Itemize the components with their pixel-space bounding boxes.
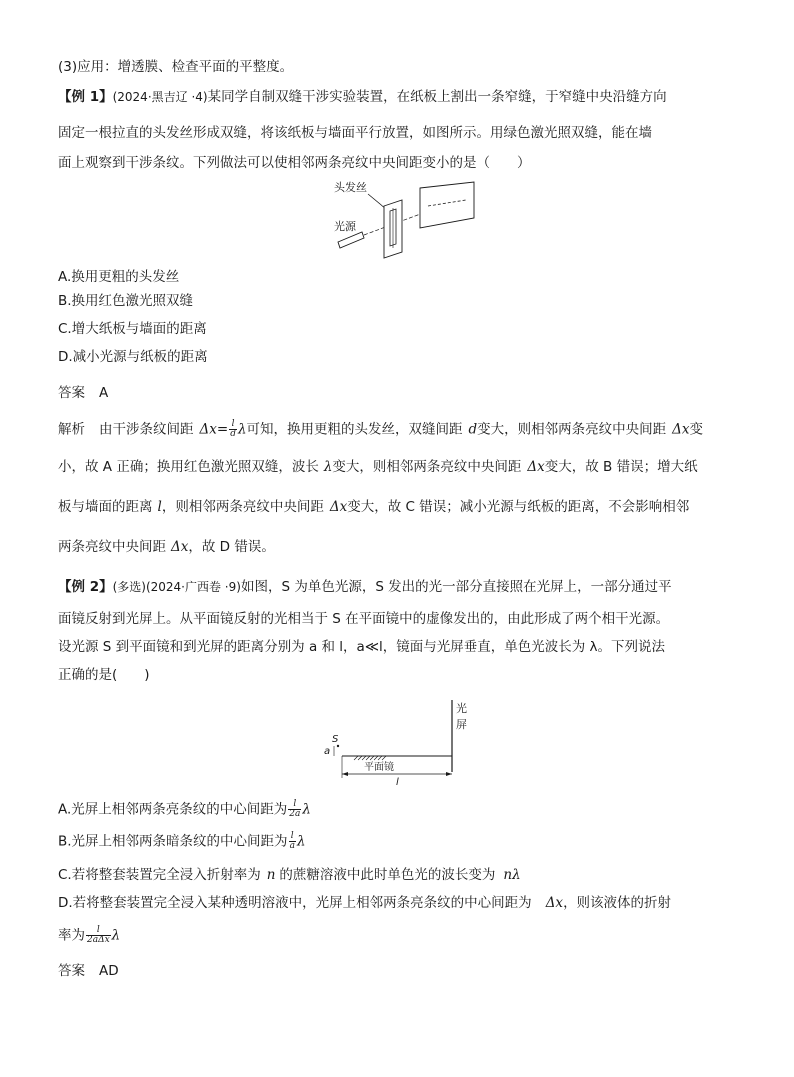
analysis-line-1 — [58, 420, 703, 439]
option-text: ，则该液体的折射 — [563, 895, 672, 911]
var-n-lambda: nλ — [503, 867, 521, 883]
example-2-source: (多选)(2024·广西卷 ·9) — [112, 580, 241, 594]
analysis-text: 小，故 A 正确；换用红色激光照双缝，波长 — [58, 459, 319, 475]
source-S-label: S — [332, 734, 339, 745]
option-2b[interactable] — [58, 832, 306, 851]
example-2-text-1: 如图，S 为单色光源，S 发出的光一部分直接照在光屏上，一部分通过平 — [240, 579, 672, 595]
var-d: d — [468, 421, 478, 438]
option-2a[interactable] — [58, 800, 311, 819]
option-a[interactable]: A.换用更粗的头发丝 — [58, 269, 180, 285]
double-slit-figure — [328, 178, 478, 260]
example-1-text-1: 某同学自制双缝干涉实验装置，在纸板上割出一条窄缝，于窄缝中央沿缝方向 — [207, 89, 667, 105]
analysis-text: 板与墙面的距离 — [58, 499, 153, 515]
var-lambda: λ — [296, 833, 306, 850]
analysis-text: 变大，故 B 错误；增大纸 — [544, 459, 698, 475]
analysis-label: 解析 — [58, 421, 85, 438]
hair-label: 头发丝 — [334, 181, 367, 194]
var-dx: Δx — [672, 421, 690, 438]
intro-text: (3)应用：增透膜、检查平面的平整度。 — [58, 59, 294, 75]
mirror-figure — [318, 696, 478, 788]
example-2-tag: 【例 2】 — [58, 579, 113, 595]
analysis-text: 两条亮纹中央间距 — [58, 539, 166, 555]
analysis-line-3 — [58, 498, 689, 516]
option-text: C.若将整套装置完全浸入折射率为 — [58, 867, 261, 883]
analysis-text: 变大，则相邻两条亮纹中央间距 — [332, 459, 522, 475]
distance-a-label: a — [324, 746, 331, 757]
var-lambda: λ — [323, 459, 333, 475]
light-source-shape — [338, 232, 364, 248]
example-2-line-2: 面镜反射到光屏上。从平面镜反射的光相当于 S 在平面镜中的虚像发出的，由此形成了两个相干光源。 — [58, 611, 670, 627]
analysis-text: 变大，故 C 错误；减小光源与纸板的距离，不会影响相邻 — [347, 499, 690, 515]
analysis-text: 由干涉条纹间距 — [99, 421, 194, 438]
example-1-source: (2024·黑吉辽 ·4) — [112, 90, 208, 104]
var-l: l — [157, 499, 162, 515]
example-2-line-3: 设光源 S 到平面镜和到光屏的距离分别为 a 和 l，a≪l，镜面与光屏垂直，单色光波长为 λ。下列说法 — [58, 639, 665, 655]
source-label: 光源 — [334, 220, 356, 233]
option-b[interactable]: B.换用红色激光照双缝 — [58, 293, 194, 309]
var-dx: Δx — [545, 895, 564, 911]
example-1-tag: 【例 1】 — [58, 89, 113, 105]
option-text: D.若将整套装置完全浸入某种透明溶液中，光屏上相邻两条亮条纹的中心间距为 — [58, 895, 532, 911]
analysis-text: 变大，则相邻两条亮纹中央间距 — [477, 421, 667, 438]
option-2c[interactable] — [58, 866, 521, 884]
analysis-line-2 — [58, 458, 698, 476]
option-fraction: $\frac{l}{\text{2aΔx}}$ — [87, 925, 110, 945]
option-d[interactable]: D.减小光源与纸板的距离 — [58, 349, 208, 365]
example-2-answer — [58, 962, 119, 980]
screen-label-2: 屏 — [456, 718, 467, 731]
example-1-line-1 — [58, 88, 667, 106]
option-c[interactable]: C.增大纸板与墙面的距离 — [58, 321, 207, 337]
answer-value: A — [99, 385, 109, 401]
option-fraction: $\frac{l}{a}$ — [289, 831, 295, 851]
var-dx: Δx — [527, 459, 545, 475]
formula-fraction: $\frac{l}{d}$ — [230, 419, 236, 439]
analysis-text: 可知，换用更粗的头发丝，双缝间距 — [246, 421, 463, 438]
answer-value: AD — [99, 963, 119, 979]
analysis-text: 变 — [689, 421, 704, 438]
formula-lambda: λ — [237, 421, 247, 438]
var-lambda: λ — [111, 927, 121, 944]
analysis-text: ，则相邻两条亮纹中央间距 — [161, 499, 324, 515]
option-fraction: $\frac{l}{2a}$ — [289, 799, 301, 819]
option-2d[interactable] — [58, 894, 671, 912]
example-1-line-2: 固定一根拉直的头发丝形成双缝，将该纸板与墙面平行放置，如图所示。用绿色激光照双缝，能在墙 — [58, 125, 652, 141]
option-2d-cont — [58, 926, 120, 945]
wall-shape — [420, 182, 474, 228]
example-1-line-3: 面上观察到干涉条纹。下列做法可以使相邻两条亮纹中央间距变小的是（ ） — [58, 155, 531, 171]
var-dx: Δx — [171, 539, 189, 555]
option-text: B.光屏上相邻两条暗条纹的中心间距为 — [58, 833, 288, 850]
example-2-line-4: 正确的是( ) — [58, 667, 150, 683]
var-n: n — [266, 867, 276, 883]
example-1-answer — [58, 384, 108, 402]
answer-label: 答案 — [58, 963, 85, 979]
screen-label-1: 光 — [456, 702, 467, 715]
example-2-line-1 — [58, 578, 672, 596]
option-text: 的蔗糖溶液中此时单色光的波长变为 — [279, 867, 496, 883]
mirror-label: 平面镜 — [364, 762, 394, 773]
analysis-line-4 — [58, 538, 275, 556]
var-dx: Δx — [329, 499, 348, 515]
var-lambda: λ — [302, 801, 311, 818]
option-text: 率为 — [58, 927, 85, 944]
analysis-text: ，故 D 错误。 — [188, 539, 275, 555]
distance-l-label: l — [396, 777, 399, 788]
option-text: A.光屏上相邻两条亮条纹的中心间距为 — [58, 801, 288, 818]
answer-label: 答案 — [58, 385, 85, 401]
formula-dx: Δx= — [199, 421, 229, 438]
